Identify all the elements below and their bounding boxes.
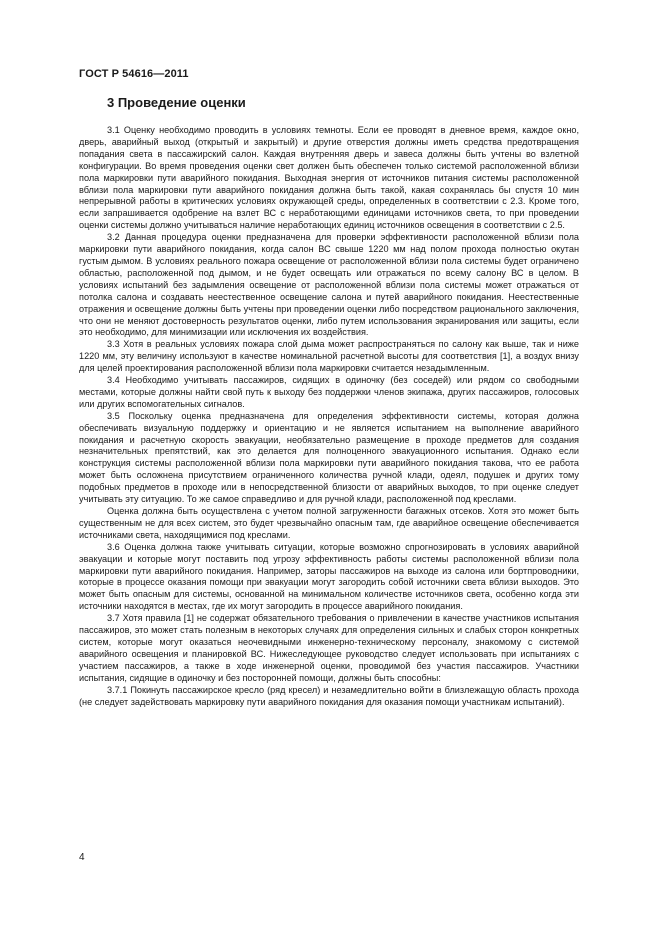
- section-title: 3 Проведение оценки: [107, 95, 246, 110]
- paragraph-3-5-continued: Оценка должна быть осуществлена с учетом полной загруженности багажных отсеков. Хотя это может быть существенным не для всех систем, это будет чрезвычайно опасным там, где аварийное освещение обеспечивается источниками света, находящимися под креслами.: [79, 506, 579, 540]
- paragraph-3-3: 3.3 Хотя в реальных условиях пожара слой дыма может распространяться по салону как выше, так и ниже 1220 мм, эту величину используют в качестве номинальной расчетной высоты для соответствия [1], а воздух внизу для целей проектирования расположенной вблизи пола маркировки считается незадымленным.: [79, 339, 579, 374]
- paragraph-3-5: 3.5 Поскольку оценка предназначена для определения эффективности системы, которая должна обеспечивать визуальную поддержку и ориентацию и не является испытанием на выполнение аварийного покидания и расчетную скорость эвакуации, необязательно размещение в проходе предметов для создания незначительных препятствий, как это делается для полноценного эвакуационного испытания. Однако если конструкция системы расположенной вблизи пола маркировки пути аварийного покидания такова, что ее работа может быть осложнена присутствием ограниченного количества ручной клади, одеял, подушек и других тому подобных предметов в проходе или в непосредственной близости от аварийных выходов, то при оценке следует учитывать эту ситуацию. То же самое справедливо и для ручной клади, расположенной под креслами.: [79, 410, 579, 505]
- body-text: [79, 125, 579, 708]
- paragraph-3-7-1: 3.7.1 Покинуть пассажирское кресло (ряд кресел) и незамедлительно войти в близлежащую область прохода (не следует задействовать маркировку пути аварийного покидания для оказания помощи участникам испытаний).: [79, 684, 579, 707]
- paragraph-3-7: 3.7 Хотя правила [1] не содержат обязательного требования о привлечении в качестве участников испытания пассажиров, это может стать полезным в некоторых случаях для определения сильных и слабых сторон конкретных систем, которые могут оказаться неочевидными инженерно-техническому персоналу, знакомому с системой аварийного освещения и планировкой ВС. Нижеследующее руководство следует использовать при испытаниях с участием пассажиров, а также в ходе инженерной оценки, проводимой без участия пассажиров. Участники испытания, сидящие в одиночку и без посторонней помощи, должны быть способны:: [79, 613, 579, 683]
- page-number: 4: [79, 852, 85, 863]
- paragraph-3-1: 3.1 Оценку необходимо проводить в условиях темноты. Если ее проводят в дневное время, каждое окно, дверь, аварийный выход (открытый и закрытый) и другие отверстия должны иметь средства предотвращения попадания света в пассажирский салон. Каждая внутренняя дверь и завеса должны быть учтены во взлетной конфигурации. Во время проведения оценки свет должен быть обеспечен только системой расположенной вблизи пола маркировки пути аварийного покидания. Выходная энергия от источников питания системы расположенной вблизи пола маркировки пути аварийного покидания должна быть такой, какая сохранялась бы спустя 10 мин непрерывной работы в критических условиях окружающей среды, определенных в соответствии с 2.3. Кроме того, если запрашивается одобрение на взлет ВС с неработающими единицами источников света, то при проведении оценки системы должно учитываться наличие неработающих единиц источников освещения в соответствии с 2.5.: [79, 125, 579, 231]
- paragraph-3-4: 3.4 Необходимо учитывать пассажиров, сидящих в одиночку (без соседей) или рядом со свободными местами, которые должны найти свой путь к выходу без поддержки членов экипажа, других пассажиров, голосовых или других вспомогательных сигналов.: [79, 375, 579, 409]
- document-header: ГОСТ Р 54616—2011: [79, 68, 189, 80]
- paragraph-3-2: 3.2 Данная процедура оценки предназначена для проверки эффективности расположенной вблизи пола маркировки пути аварийного покидания, когда салон ВС свыше 1220 мм над полом прохода полностью окутан густым дымом. В условиях реального пожара освещение от расположенной вблизи пола системы будет ограничено областью, расположенной под дымом, и не будет освещать или отражаться по всему салону ВС в целом. В условиях испытаний без задымления освещение от расположенной вблизи пола системы может отражаться от потолка салона и создавать неестественное освещение салона и путей аварийного покидания. Неестественные отражения и освещение должны быть учтены при проведении оценки либо посредством рационального заключения, что они не меняют достоверность результатов оценки, либо путем использования экранирования или защиты, если это необходимо, для минимизации или исключения их воздействия.: [79, 232, 579, 338]
- paragraph-3-6: 3.6 Оценка должна также учитывать ситуации, которые возможно спрогнозировать в условиях аварийной эвакуации и которые могут поставить под угрозу эффективность работы системы расположенной вблизи пола маркировки пути аварийного покидания. Например, заторы пассажиров на выходе из салона или бортпроводники, которые в процессе оказания помощи при эвакуации могут загородить собой источники света вблизи выходов. Это может быть опасным для системы, основанной на минимальном количестве источников света, особенно когда эти источники находятся в местах, где их могут загородить в процессе аварийного покидания.: [79, 541, 579, 612]
